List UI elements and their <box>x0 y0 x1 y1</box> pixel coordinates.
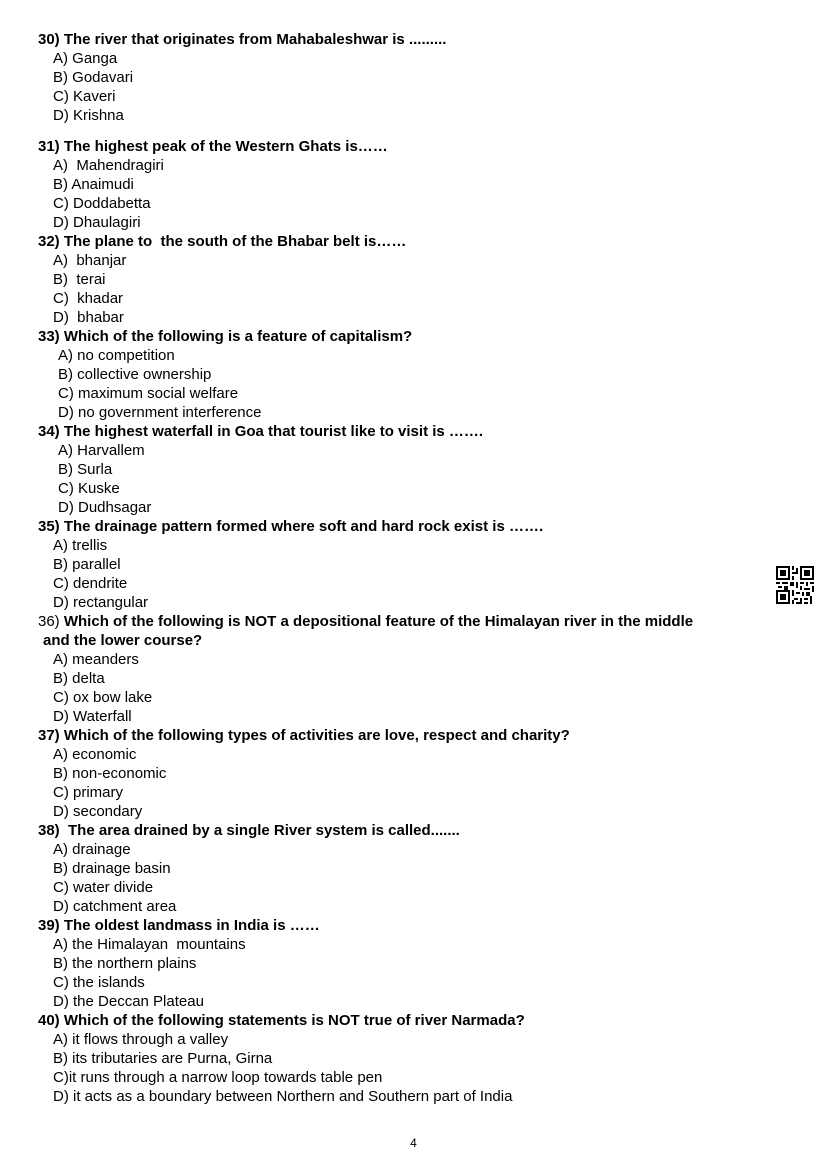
option: D) Waterfall <box>53 708 132 725</box>
option: D) the Deccan Plateau <box>53 993 204 1010</box>
option: B) collective ownership <box>58 366 212 383</box>
question-title: 32) The plane to the south of the Bhabar belt is…… <box>38 233 407 250</box>
option: C) water divide <box>53 879 154 896</box>
option: B) drainage basin <box>53 860 171 877</box>
question-title: 33) Which of the following is a feature of capitalism? <box>38 328 413 345</box>
question-title-line2: and the lower course? <box>43 632 203 649</box>
question-34 <box>38 422 798 517</box>
option: A) no competition <box>58 347 175 364</box>
question-title: 39) The oldest landmass in India is …… <box>38 917 320 934</box>
question-title: 30) The river that originates from Mahabaleshwar is ......... <box>38 31 447 48</box>
option: C) Doddabetta <box>53 195 151 212</box>
option: D) secondary <box>53 803 143 820</box>
question-39 <box>38 916 798 1011</box>
question-title-line1: Which of the following is NOT a depositional feature of the Himalayan river in the middle <box>63 613 694 630</box>
option: C) dendrite <box>53 575 128 592</box>
question-title: 34) The highest waterfall in Goa that tourist like to visit is ……. <box>38 423 484 440</box>
option: C) ox bow lake <box>53 689 153 706</box>
qr-code-icon <box>776 566 814 604</box>
option: A) bhanjar <box>53 252 127 269</box>
question-number: 36) <box>38 613 60 630</box>
option: C) khadar <box>53 290 124 307</box>
question-title: 31) The highest peak of the Western Ghats is…… <box>38 138 388 155</box>
question-title: 40) Which of the following statements is NOT true of river Narmada? <box>38 1012 525 1029</box>
option: C)it runs through a narrow loop towards table pen <box>53 1069 383 1086</box>
option: A) drainage <box>53 841 131 858</box>
question-title: 35) The drainage pattern formed where soft and hard rock exist is ……. <box>38 518 544 535</box>
option: B) parallel <box>53 556 121 573</box>
question-33 <box>38 327 798 422</box>
option: A) trellis <box>53 537 108 554</box>
question-31 <box>38 137 798 232</box>
option: B) terai <box>53 271 106 288</box>
option: A) Mahendragiri <box>53 157 164 174</box>
question-37 <box>38 726 798 821</box>
option: C) maximum social welfare <box>58 385 239 402</box>
option: B) its tributaries are Purna, Girna <box>53 1050 273 1067</box>
option: A) it flows through a valley <box>53 1031 229 1048</box>
question-title <box>38 612 798 631</box>
option: D) catchment area <box>53 898 177 915</box>
question-40 <box>38 1011 798 1106</box>
option: C) Kuske <box>58 480 120 497</box>
option: C) Kaveri <box>53 88 116 105</box>
option: D) bhabar <box>53 309 124 326</box>
option: D) Krishna <box>53 107 124 124</box>
question-35 <box>38 517 798 612</box>
question-page <box>38 30 798 1106</box>
option: D) Dhaulagiri <box>53 214 141 231</box>
option: B) Surla <box>58 461 113 478</box>
question-36 <box>38 612 798 726</box>
question-38 <box>38 821 798 916</box>
option: D) it acts as a boundary between Northern and Southern part of India <box>53 1088 513 1105</box>
question-30 <box>38 30 798 125</box>
option: B) the northern plains <box>53 955 197 972</box>
option: B) Anaimudi <box>53 176 134 193</box>
option: D) rectangular <box>53 594 149 611</box>
question-title: 37) Which of the following types of activities are love, respect and charity? <box>38 727 570 744</box>
option: B) Godavari <box>53 69 134 86</box>
option: A) meanders <box>53 651 139 668</box>
option: A) economic <box>53 746 137 763</box>
option: A) Harvallem <box>58 442 145 459</box>
option: C) primary <box>53 784 123 801</box>
option: D) Dudhsagar <box>58 499 152 516</box>
question-title: 38) The area drained by a single River system is called....... <box>38 822 460 839</box>
option: B) delta <box>53 670 105 687</box>
question-32 <box>38 232 798 327</box>
option: A) Ganga <box>53 50 118 67</box>
option: C) the islands <box>53 974 145 991</box>
option: B) non-economic <box>53 765 167 782</box>
option: A) the Himalayan mountains <box>53 936 246 953</box>
option: D) no government interference <box>58 404 262 421</box>
page-number: 4 <box>410 1136 417 1150</box>
